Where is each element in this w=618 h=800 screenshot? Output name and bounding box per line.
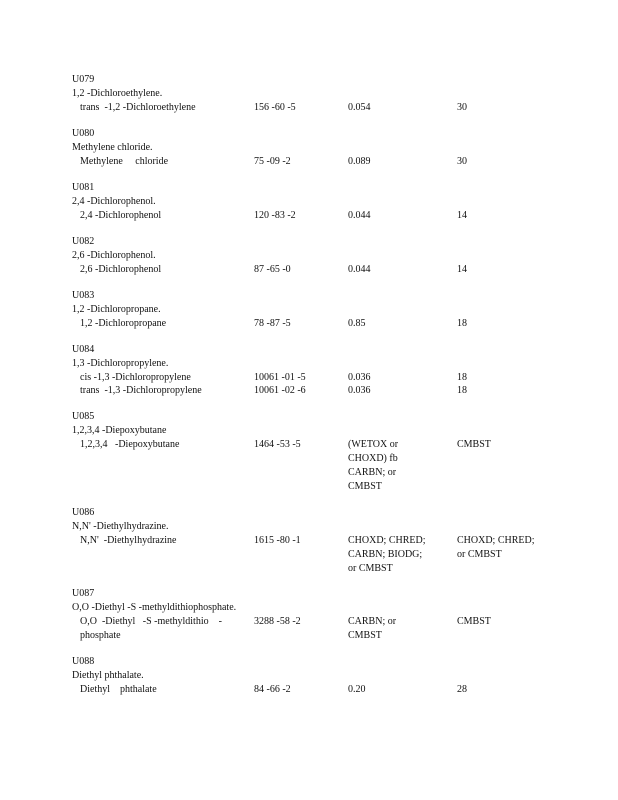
waste-name: 1,2,3,4 -Diepoxybutane: [72, 425, 167, 436]
wastewater-standard: 0.85: [348, 318, 366, 329]
waste-code: U082: [72, 236, 95, 247]
nonwastewater-standard: CMBST: [457, 616, 491, 627]
constituent-name: O,O -Diethyl -S -methyldithio - phosphate: [80, 616, 222, 641]
cas-number: 1615 -80 -1: [254, 535, 301, 546]
wastewater-standard: CHOXD; CHRED; CARBN; BIODG; or CMBST: [348, 535, 426, 574]
wastewater-standard: 0.044: [348, 210, 371, 221]
cas-number: 87 -65 -0: [254, 264, 291, 275]
waste-name: O,O -Diethyl -S -methyldithiophosphate.: [72, 602, 237, 613]
nonwastewater-standard: 30: [457, 156, 467, 167]
cas-number: 120 -83 -2: [254, 210, 296, 221]
waste-name: 2,4 -Dichlorophenol.: [72, 196, 156, 207]
waste-name: N,N' -Diethylhydrazine.: [72, 521, 169, 532]
wastewater-standard: 0.089: [348, 156, 371, 167]
cas-number: 84 -66 -2: [254, 684, 291, 695]
waste-name: 1,3 -Dichloropropylene.: [72, 358, 169, 369]
nonwastewater-standard: 28: [457, 684, 467, 695]
waste-code: U087: [72, 588, 95, 599]
constituent-name: trans -1,2 -Dichloroethylene: [80, 102, 196, 113]
cas-number: 1464 -53 -5: [254, 439, 301, 450]
waste-name: Diethyl phthalate.: [72, 670, 144, 681]
nonwastewater-standard: CMBST: [457, 439, 491, 450]
waste-code: U081: [72, 182, 95, 193]
constituent-name: 2,4 -Dichlorophenol: [80, 210, 162, 221]
cas-number: 10061 -02 -6: [254, 385, 306, 396]
waste-code: U084: [72, 344, 95, 355]
wastewater-standard: (WETOX or CHOXD) fb CARBN; or CMBST: [348, 439, 399, 492]
cas-number: 75 -09 -2: [254, 156, 291, 167]
constituent-name: Diethyl phthalate: [80, 684, 157, 695]
waste-code: U083: [72, 290, 95, 301]
constituent-name: 2,6 -Dichlorophenol: [80, 264, 162, 275]
wastewater-standard: 0.054: [348, 102, 371, 113]
cas-number: 10061 -01 -5: [254, 372, 306, 383]
waste-name: 1,2 -Dichloroethylene.: [72, 88, 163, 99]
waste-code: U079: [72, 74, 95, 85]
wastewater-standard: CARBN; or CMBST: [348, 616, 397, 641]
nonwastewater-standard: 18: [457, 372, 467, 383]
nonwastewater-standard: 18: [457, 318, 467, 329]
cas-number: 156 -60 -5: [254, 102, 296, 113]
waste-code: U085: [72, 411, 95, 422]
waste-code: U086: [72, 507, 95, 518]
constituent-name: cis -1,3 -Dichloropropylene: [80, 372, 191, 383]
wastewater-standard: 0.036: [348, 372, 371, 383]
constituent-name: trans -1,3 -Dichloropropylene: [80, 385, 202, 396]
constituent-name: Methylene chloride: [80, 156, 169, 167]
wastewater-standard: 0.044: [348, 264, 371, 275]
cas-number: 78 -87 -5: [254, 318, 291, 329]
constituent-name: 1,2 -Dichloropropane: [80, 318, 167, 329]
waste-code: U088: [72, 656, 95, 667]
waste-name: Methylene chloride.: [72, 142, 153, 153]
waste-code: U080: [72, 128, 95, 139]
constituent-name: N,N' -Diethylhydrazine: [80, 535, 177, 546]
nonwastewater-standard: 18: [457, 385, 467, 396]
wastewater-standard: 0.20: [348, 684, 366, 695]
nonwastewater-standard: 30: [457, 102, 467, 113]
constituent-name: 1,2,3,4 -Diepoxybutane: [80, 439, 180, 450]
cas-number: 3288 -58 -2: [254, 616, 301, 627]
waste-name: 1,2 -Dichloropropane.: [72, 304, 161, 315]
wastewater-standard: 0.036: [348, 385, 371, 396]
nonwastewater-standard: 14: [457, 210, 467, 221]
waste-name: 2,6 -Dichlorophenol.: [72, 250, 156, 261]
nonwastewater-standard: 14: [457, 264, 467, 275]
nonwastewater-standard: CHOXD; CHRED; or CMBST: [457, 535, 535, 560]
